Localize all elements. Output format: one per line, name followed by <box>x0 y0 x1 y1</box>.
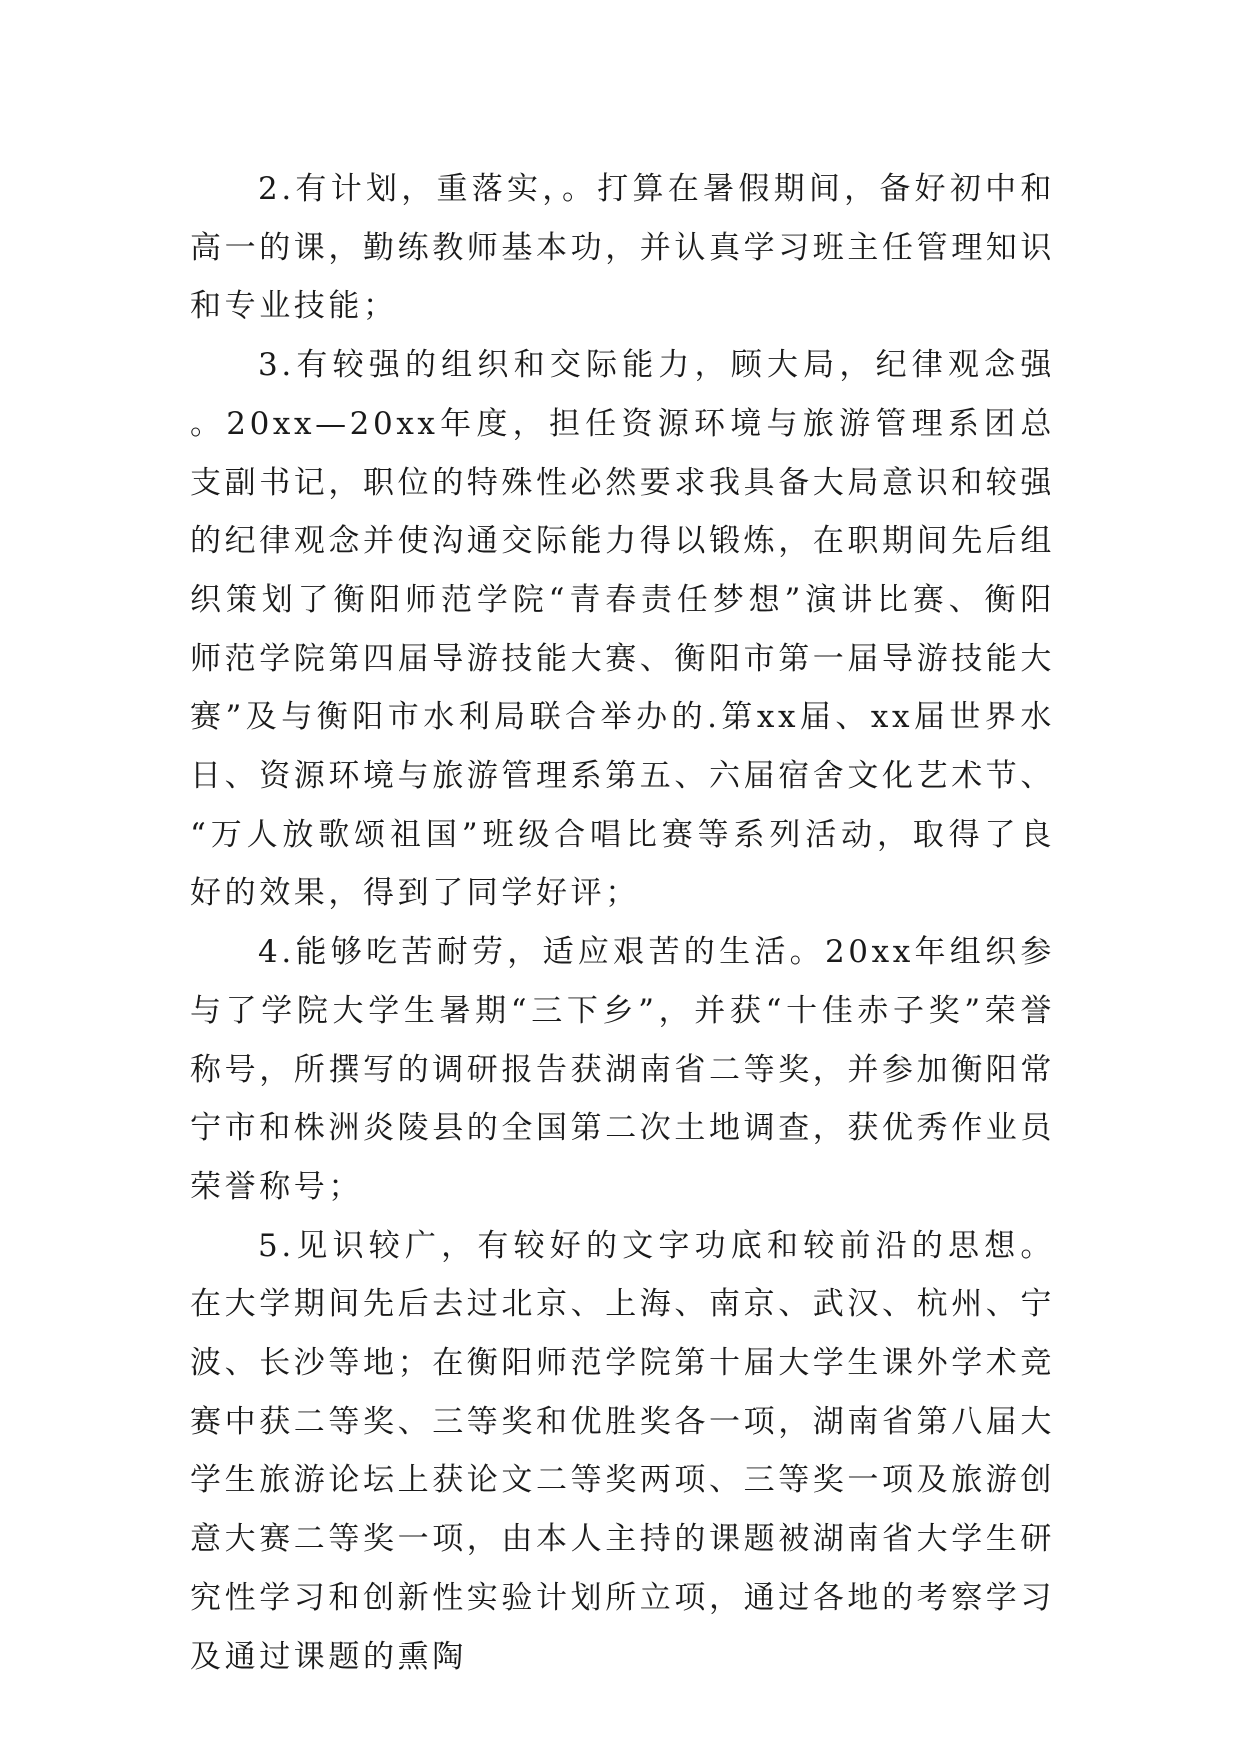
document-body <box>190 160 1055 1686</box>
paragraph-item-2: 2.有计划，重落实，。打算在暑假期间，备好初中和高一的课，勤练教师基本功，并认真学习班主任管理知识和专业技能； <box>190 171 1055 325</box>
paragraph-item-4: 4.能够吃苦耐劳，适应艰苦的生活。20xx年组织参与了学院大学生暑期“三下乡”，并获“十佳赤子奖”荣誉称号，所撰写的调研报告获湖南省二等奖，并参加衡阳常宁市和株洲炎陵县的全国第二次土地调查，获优秀作业员荣誉称号； <box>190 934 1055 1205</box>
paragraph-item-5: 5.见识较广，有较好的文字功底和较前沿的思想。在大学期间先后去过北京、上海、南京、武汉、杭州、宁波、长沙等地；在衡阳师范学院第十届大学生课外学术竞赛中获二等奖、三等奖和优胜奖各一项，湖南省第八届大学生旅游论坛上获论文二等奖两项、三等奖一项及旅游创意大赛二等奖一项，由本人主持的课题被湖南省大学生研究性学习和创新性实验计划所立项，通过各地的考察学习及通过课题的熏陶 <box>190 1227 1055 1675</box>
paragraph-item-3: 3.有较强的组织和交际能力，顾大局，纪律观念强。20xx—20xx年度，担任资源环境与旅游管理系团总支副书记，职位的特殊性必然要求我具备大局意识和较强的纪律观念并使沟通交际能力得以锻炼，在职期间先后组织策划了衡阳师范学院“青春责任梦想”演讲比赛、衡阳师范学院第四届导游技能大赛、衡阳市第一届导游技能大赛”及与衡阳市水利局联合举办的.第xx届、xx届世界水日、资源环境与旅游管理系第五、六届宿舍文化艺术节、“万人放歌颂祖国”班级合唱比赛等系列活动，取得了良好的效果，得到了同学好评； <box>190 347 1055 912</box>
